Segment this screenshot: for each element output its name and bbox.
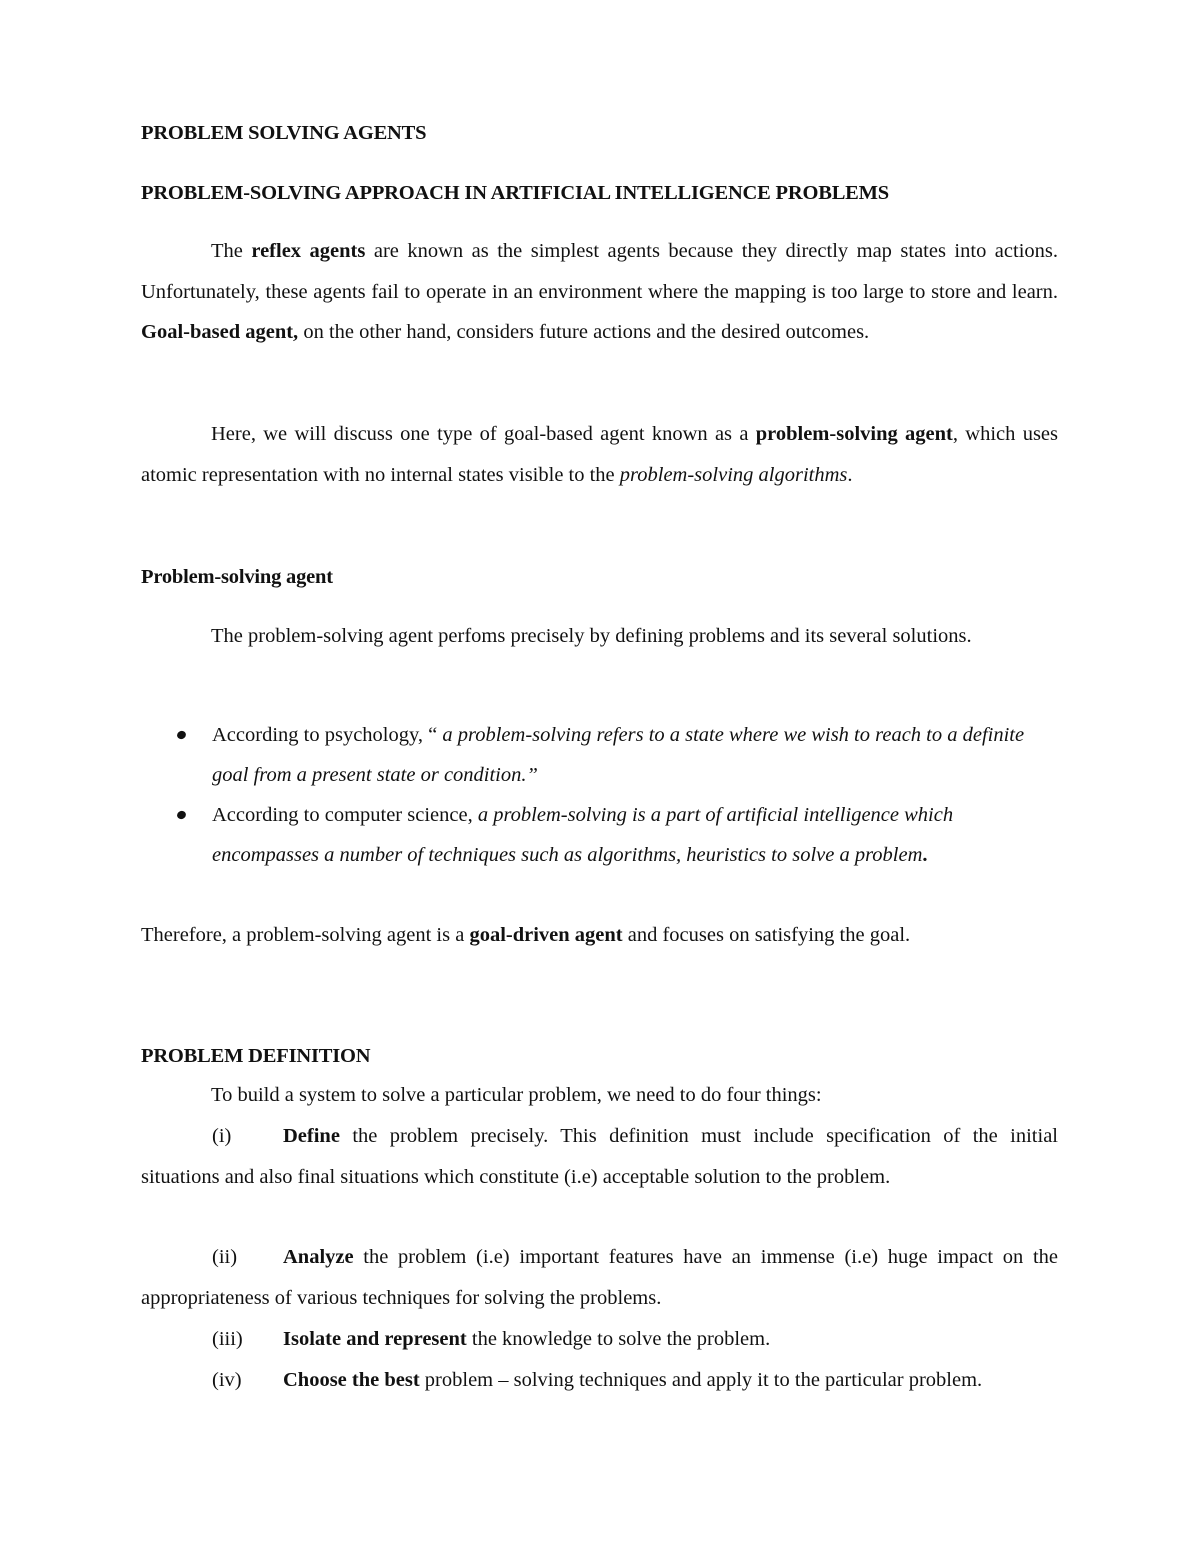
step-item-analyze: [141, 1237, 1058, 1318]
bold-term-problem-solving-agent: problem-solving agent: [755, 423, 953, 445]
step-number: (ii): [212, 1246, 238, 1268]
text-run: According to computer science,: [212, 804, 478, 826]
step-keyword: Define: [283, 1125, 340, 1147]
bold-term-reflex-agents: reflex agents: [251, 240, 366, 262]
document-subtitle: PROBLEM-SOLVING APPROACH IN ARTIFICIAL INTELLIGENCE PROBLEMS: [141, 182, 890, 204]
paragraph-problem-solving-agent-intro: [141, 414, 1058, 495]
text-run: .: [847, 463, 853, 486]
bold-term-goal-driven-agent: goal-driven agent: [469, 924, 623, 946]
text-run: on the other hand, considers future actions and the desired outcomes.: [298, 321, 870, 343]
bullet-item-psychology: [212, 715, 1058, 795]
step-number: (iv): [212, 1369, 242, 1391]
step-number: (i): [212, 1125, 232, 1147]
text-run: are known as the simplest agents because they directly map states into actions. Unfortunately, these agents fail to operate in an environment where the mapping is too large to store and learn.: [141, 240, 1059, 303]
step-number: (iii): [212, 1328, 243, 1350]
italic-quote: a problem-solving refers to a state where we wish to reach to a definite goal from a present state or condition.”: [212, 724, 1025, 786]
text-run: and focuses on satisfying the goal.: [622, 924, 911, 946]
step-item-choose: [141, 1360, 1058, 1401]
italic-term-problem-solving-algorithms: problem-solving algorithms: [619, 463, 848, 486]
text-run: Therefore, a problem-solving agent is a: [141, 924, 470, 946]
document-title: PROBLEM SOLVING AGENTS: [141, 122, 427, 144]
step-keyword: Choose the best: [283, 1369, 420, 1391]
step-text: the problem (i.e) important features have an immense (i.e) huge impact on the appropriateness of various techniques for solving the problems.: [141, 1246, 1058, 1309]
step-text: the problem precisely. This definition must include specification of the initial situations and also final situations which constitute (i.e) acceptable solution to the problem.: [141, 1125, 1058, 1188]
bullet-item-computer-science: [212, 795, 1058, 875]
paragraph-agent-performs: The problem-solving agent perfoms precisely by defining problems and its several solutions.: [211, 625, 972, 647]
text-run: According to psychology, “: [212, 724, 438, 746]
paragraph-reflex-agents: [141, 231, 1058, 353]
text-run: .: [922, 844, 928, 866]
step-item-define: [141, 1116, 1058, 1197]
section-heading-problem-definition: PROBLEM DEFINITION: [141, 1045, 371, 1067]
step-keyword: Analyze: [283, 1246, 354, 1268]
text-run: , which uses atomic representation with no internal states visible to the: [141, 423, 1059, 486]
paragraph-four-things: To build a system to solve a particular problem, we need to do four things:: [211, 1084, 822, 1106]
section-heading-problem-solving-agent: Problem-solving agent: [141, 566, 333, 588]
bold-term-goal-based-agent: Goal-based agent,: [141, 321, 299, 343]
text-run: The: [211, 240, 252, 262]
italic-quote: a problem-solving is a part of artificial intelligence which encompasses a number of techniques such as algorithms, heuristics to solve a problem: [212, 804, 954, 866]
step-keyword: Isolate and represent: [283, 1328, 467, 1350]
step-item-isolate: [141, 1319, 1058, 1360]
paragraph-goal-driven-agent: [141, 915, 1058, 956]
bullet-icon: [176, 809, 188, 820]
bullet-icon: [176, 729, 188, 740]
step-text: problem – solving techniques and apply it to the particular problem.: [419, 1369, 983, 1391]
step-text: the knowledge to solve the problem.: [466, 1328, 771, 1350]
text-run: Here, we will discuss one type of goal-based agent known as a: [211, 423, 756, 445]
